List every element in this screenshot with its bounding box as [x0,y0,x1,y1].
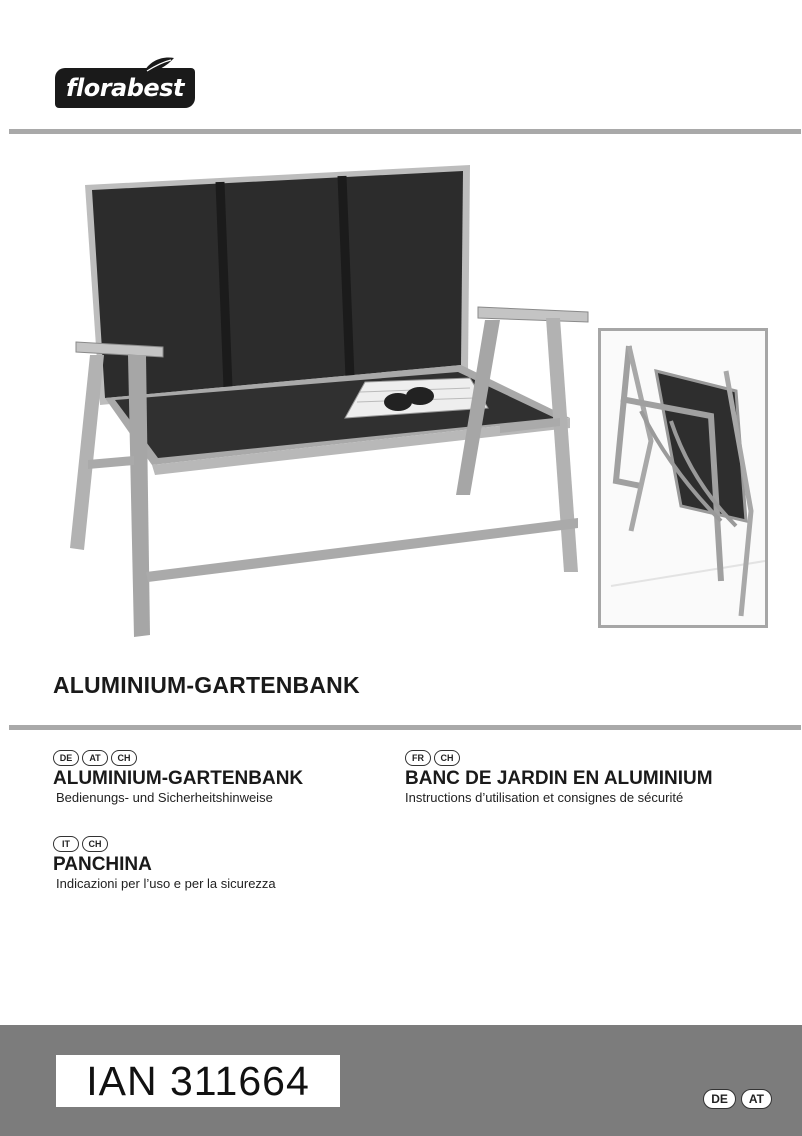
country-badge: CH [434,750,460,766]
ian-box [56,1055,340,1107]
country-badge: AT [82,750,108,766]
language-block-it [53,836,276,892]
country-badges [53,836,276,852]
country-badge: DE [703,1089,736,1109]
bench-photo [60,160,600,650]
country-badges [53,750,303,766]
country-badge: FR [405,750,431,766]
footer-band [0,1025,802,1136]
language-subtitle: Indicazioni per l’uso e per la sicurezza [56,876,276,891]
product-title: ALUMINIUM-GARTENBANK [53,672,360,698]
top-divider [9,129,801,134]
section-divider [9,725,801,730]
language-subtitle: Bedienungs- und Sicherheitshinweise [56,790,273,805]
country-badge: DE [53,750,79,766]
language-block-fr [405,750,713,806]
country-badge: AT [741,1089,772,1109]
country-badge: CH [111,750,137,766]
ian-number: IAN 311664 [86,1057,310,1104]
language-title: BANC DE JARDIN EN ALUMINIUM [405,768,713,789]
country-badge: CH [82,836,108,852]
country-badge: IT [53,836,79,852]
footer-country-badges [703,1089,772,1109]
folded-bench-photo [598,328,768,628]
language-block-de [53,750,303,806]
folded-bench-drawing [601,331,765,625]
leaf-icon [141,56,175,76]
brand-logo [55,68,195,108]
country-badges [405,750,713,766]
language-subtitle: Instructions d’utilisation et consignes de sécurité [405,790,684,805]
logo-text: florabest [66,74,184,102]
language-title: ALUMINIUM-GARTENBANK [53,768,304,789]
language-title: PANCHINA [53,854,152,875]
